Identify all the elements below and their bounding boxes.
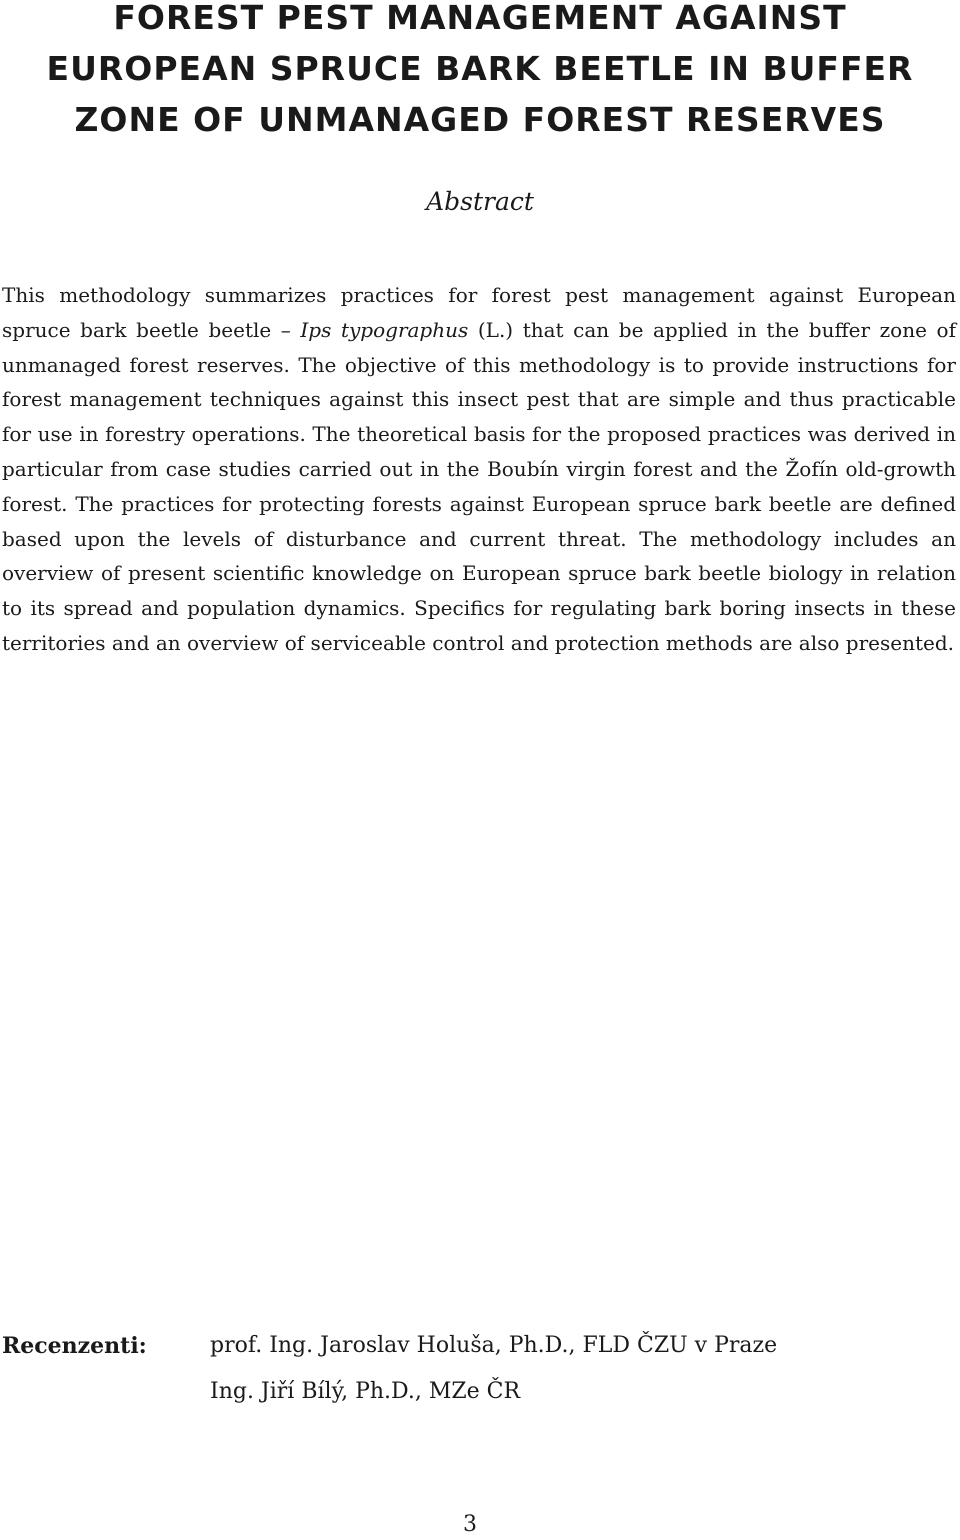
abstract-paragraph <box>2 278 956 661</box>
title-line: EUROPEAN SPRUCE BARK BEETLE IN BUFFER <box>46 49 914 88</box>
reviewers-label: Recenzenti: <box>2 1333 147 1359</box>
document-title <box>0 0 960 145</box>
title-line: FOREST PEST MANAGEMENT AGAINST <box>113 0 847 37</box>
abstract-heading: Abstract <box>426 187 534 216</box>
page-number: 3 <box>463 1512 477 1537</box>
species-name: Ips typographus <box>300 317 469 342</box>
abstract-text: (L.) that can be applied in the buffer zone of unmanaged forest reserves. The objective of this methodology is to provide instructions for forest management techniques against this insect pest that are simple and thus practicable for use in forestry operations. The theoretical basis for the proposed practices was derived in particular from case studies carried out in the Boubín virgin forest and the Žofín old-growth forest. The practices for protecting forests against European spruce bark beetle are defined based upon the levels of disturbance and current threat. The methodology includes an overview of present scientific knowledge on European spruce bark beetle biology in relation to its spread and population dynamics. Specifics for regulating bark boring insects in these territories and an overview of serviceable control and protection methods are also presented. <box>2 317 956 655</box>
abstract-text: This methodology summarizes practices for forest pest management against European spruce bark beetle beetle – <box>2 283 956 342</box>
reviewer-name: Ing. Jiří Bílý, Ph.D., MZe ČR <box>210 1379 521 1404</box>
reviewer-name: prof. Ing. Jaroslav Holuša, Ph.D., FLD ČZU v Praze <box>210 1333 778 1358</box>
title-line: ZONE OF UNMANAGED FOREST RESERVES <box>74 100 886 139</box>
